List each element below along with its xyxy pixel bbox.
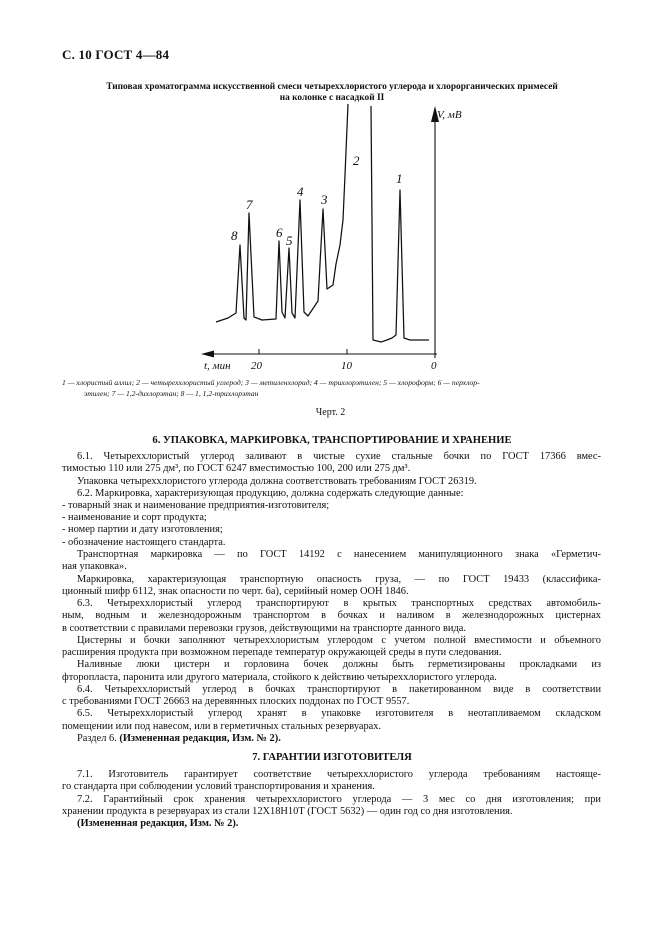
x-tick-label-20: 20 <box>251 360 262 372</box>
paragraph-line: тимостью 110 или 275 дм³, по ГОСТ 6247 вместимостью 100, 200 или 275 дм³. <box>62 463 411 474</box>
peak-label-6: 6 <box>276 225 283 240</box>
page-header: С. 10 ГОСТ 4—84 <box>62 47 170 62</box>
x-tick-label-10: 10 <box>341 360 352 372</box>
section-7-heading: 7. ГАРАНТИИ ИЗГОТОВИТЕЛЯ <box>252 752 412 763</box>
paragraph-line: 6.5. Четыреххлористый углерод хранят в упаковке изготовителя в неотапливаемом складском <box>77 708 601 719</box>
paragraph-line: Цистерны и бочки заполняют четыреххлористым углеродом с учетом полной вместимости и объемного <box>77 635 601 646</box>
chromatogram-trace-right <box>371 106 429 342</box>
paragraph-line: Маркировка, характеризующая транспортную опасность груза, — по ГОСТ 19433 (классифика- <box>77 574 601 585</box>
edition-note <box>77 733 281 745</box>
peak-label-7: 7 <box>246 197 253 212</box>
paragraph-line: Транспортная маркировка — по ГОСТ 14192 с нанесением манипуляционного знака «Герметич- <box>77 549 601 560</box>
paragraph-line: 6.2. Маркировка, характеризующая продукцию, должна содержать следующие данные: <box>77 488 464 499</box>
section-6-heading: 6. УПАКОВКА, МАРКИРОВКА, ТРАНСПОРТИРОВАНИЕ И ХРАНЕНИЕ <box>152 435 512 446</box>
figure-title-line2: на колонке с насадкой II <box>279 93 385 103</box>
paragraph-line: 6.1. Четыреххлористый углерод заливают в чистые сухие стальные бочки по ГОСТ 17366 вмес- <box>77 451 601 462</box>
peak-label-3: 3 <box>321 192 328 207</box>
paragraph-line: 6.3. Четыреххлористый углерод транспортируют в крытых транспортных средствах автомобиль- <box>77 598 601 609</box>
paragraph-line: ным, водным и железнодорожным транспортом в бочках и наливом в железнодорожных цистернах <box>62 610 601 621</box>
peak-label-2: 2 <box>353 153 360 168</box>
paragraph-line: го стандарта при соблюдении условий транспортирования и хранения. <box>62 781 375 792</box>
paragraph-line: помещении или под навесом, или в герметичных стальных резервуарах. <box>62 721 382 732</box>
y-axis-label: V, мВ <box>437 109 462 121</box>
peak-label-1: 1 <box>396 171 403 186</box>
edition-note-text: (Измененная редакция, Изм. № 2). <box>119 733 281 744</box>
figure-legend-line1: 1 — хлористый аллил; 2 — четыреххлористый углерод; 3 — метиленхлорид; 4 — трихлорэтилен; 5 — хлороформ; 6 — перхлор- <box>62 378 480 387</box>
peak-label-4: 4 <box>297 184 304 199</box>
paragraph-line: 7.1. Изготовитель гарантирует соответствие четыреххлористого углерода требованиям настояще- <box>77 769 601 780</box>
figure-legend-line2: этилен; 7 — 1,2-дихлорэтан; 8 — 1, 1,2-трихлорэтан <box>84 389 259 398</box>
paragraph-line: ционный шифр 6112, знак опасности по черт. 6а), серийный номер ООН 1846. <box>62 586 409 597</box>
x-tick-label-0: 0 <box>431 360 437 372</box>
list-item: - обозначение настоящего стандарта. <box>62 537 226 548</box>
paragraph-line: ная упаковка». <box>62 561 127 572</box>
paragraph-line: Наливные люки цистерн и горловина бочек должны быть герметизированы прокладками из <box>77 659 601 670</box>
paragraph-line: хранении продукта в резервуарах из стали 12Х18Н10Т (ГОСТ 5632) — один год со дня изготовления. <box>62 806 513 817</box>
paragraph-line: 6.4. Четыреххлористый углерод в бочках транспортируют в пакетированном виде в соответствии <box>77 684 601 695</box>
paragraph-line: с требованиями ГОСТ 26663 на деревянных плоских поддонах по ГОСТ 9557. <box>62 696 410 707</box>
paragraph-line: Упаковка четыреххлористого углерода должна соответствовать требованиям ГОСТ 26319. <box>77 476 477 487</box>
paragraph-line: в соответствии с правилами перевозки грузов, действующими на транспорте данного вида. <box>62 623 466 634</box>
x-axis-label: t, мин <box>204 360 231 372</box>
list-item: - наименование и сорт продукта; <box>62 512 207 523</box>
edition-note: (Измененная редакция, Изм. № 2). <box>77 818 239 829</box>
paragraph-line: 7.2. Гарантийный срок хранения четыреххлористого углерода — 3 мес со дня изготовления; при <box>77 794 601 805</box>
list-item: - номер партии и дату изготовления; <box>62 524 223 535</box>
x-axis-arrow <box>201 351 214 358</box>
paragraph-line: фторопласта, паронита или другого материала, стойкого к действию четыреххлористого углерода. <box>62 672 497 683</box>
figure-caption: Черт. 2 <box>315 407 346 418</box>
chromatogram-trace-left <box>216 104 348 322</box>
peak-label-8: 8 <box>231 228 238 243</box>
chromatogram-figure <box>0 0 661 410</box>
edition-note-prefix: Раздел 6. <box>77 733 120 744</box>
list-item: - товарный знак и наименование предприятия-изготовителя; <box>62 500 330 511</box>
peak-label-5: 5 <box>286 233 293 248</box>
paragraph-line: расширения продукта при возможном перепаде температур окружающей среды в пути следования. <box>62 647 502 658</box>
figure-title-line1: Типовая хроматограмма искусственной смеси четыреххлористого углерода и хлорорганических примесей <box>106 82 558 92</box>
